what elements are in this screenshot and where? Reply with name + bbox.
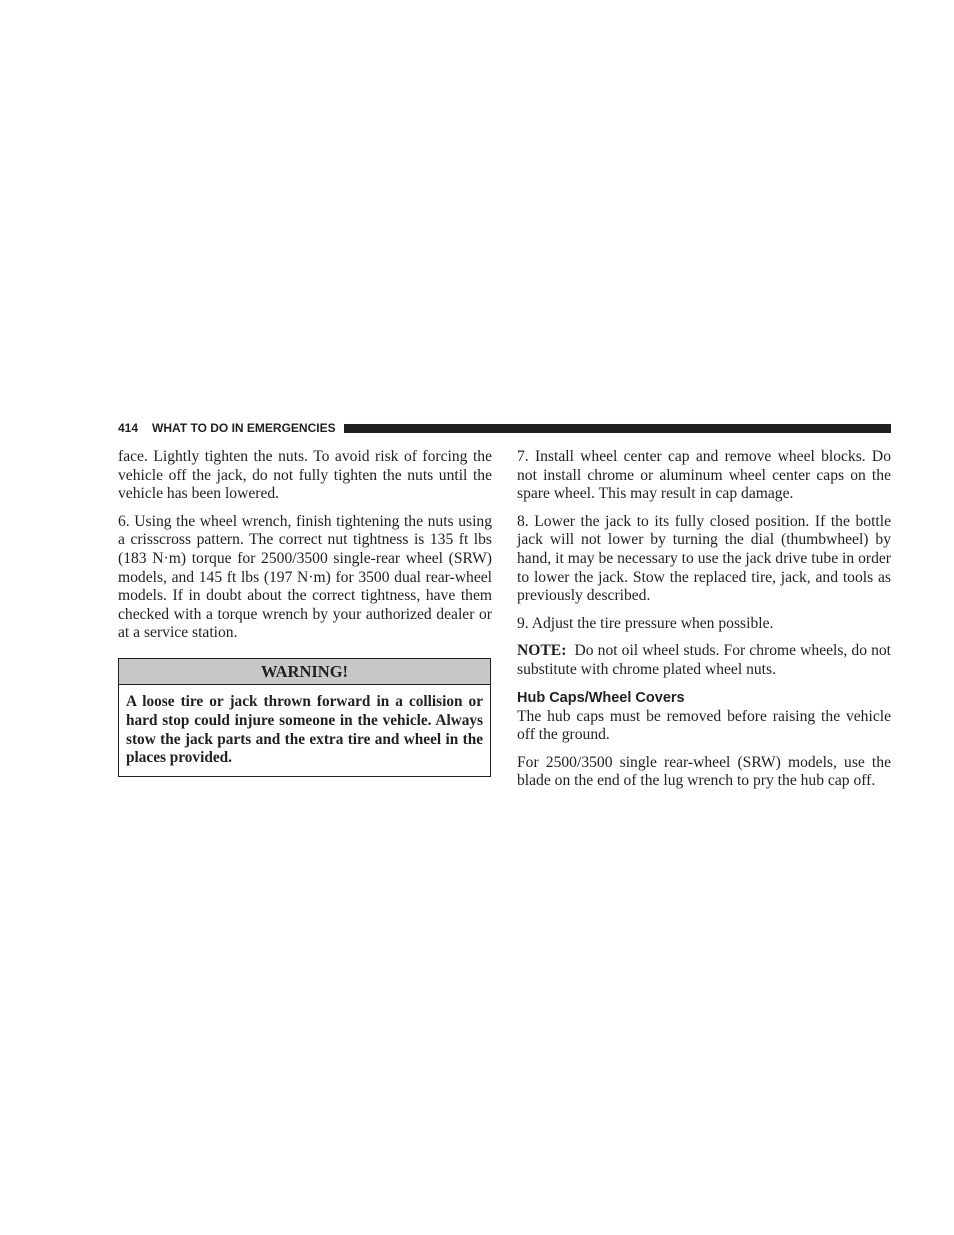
warning-text: A loose tire or jack thrown forward in a collision or hard stop could injure someone in the vehicle. Always stow the jack parts and the extra tire and wheel in the places provided.: [126, 692, 483, 767]
step-9: 9. Adjust the tire pressure when possible.: [517, 614, 774, 632]
step-6: 6. Using the wheel wrench, finish tightening the nuts using a crisscross pattern. The correct nut tightness is 135 ft lbs (183 N·m) torque for 2500/3500 single-rear wheel (SRW) models, and 145 ft lbs (197 N·m) for 3500 dual rear-wheel models. If in doubt about the correct tightness, have them checked with a torque wrench by your authorized dealer or at a service station.: [118, 512, 492, 642]
step-7: 7. Install wheel center cap and remove wheel blocks. Do not install chrome or aluminum wheel center caps on the spare wheel. This may result in cap damage.: [517, 448, 891, 503]
warning-title: WARNING!: [119, 659, 490, 685]
note-label: NOTE:: [517, 642, 567, 660]
warning-box: [118, 658, 491, 777]
note-text: Do not oil wheel studs. For chrome wheels, do not substitute with chrome plated wheel nuts.: [517, 642, 891, 678]
right-column: [517, 448, 891, 800]
page-number: 414: [118, 421, 139, 435]
header-rule: [344, 424, 891, 433]
left-column: [118, 448, 492, 777]
hub-caps-paragraph-1: The hub caps must be removed before raising the vehicle off the ground.: [517, 707, 891, 744]
page-header: [118, 419, 891, 437]
paragraph-continuation: face. Lightly tighten the nuts. To avoid risk of forcing the vehicle off the jack, do not fully tighten the nuts until the vehicle has been lowered.: [118, 448, 492, 503]
step-8: 8. Lower the jack to its fully closed position. If the bottle jack will not lower by turning the dial (thumbwheel) by hand, it may be necessary to use the jack drive tube in order to lower the jack. Stow the replaced tire, jack, and tools as previously described.: [517, 512, 891, 605]
hub-caps-paragraph-2: For 2500/3500 single rear-wheel (SRW) models, use the blade on the end of the lug wrench to pry the hub cap off.: [517, 753, 891, 790]
note-paragraph: [517, 642, 891, 679]
subheading-hub-caps: Hub Caps/Wheel Covers: [517, 689, 685, 706]
section-title: WHAT TO DO IN EMERGENCIES: [152, 421, 336, 435]
